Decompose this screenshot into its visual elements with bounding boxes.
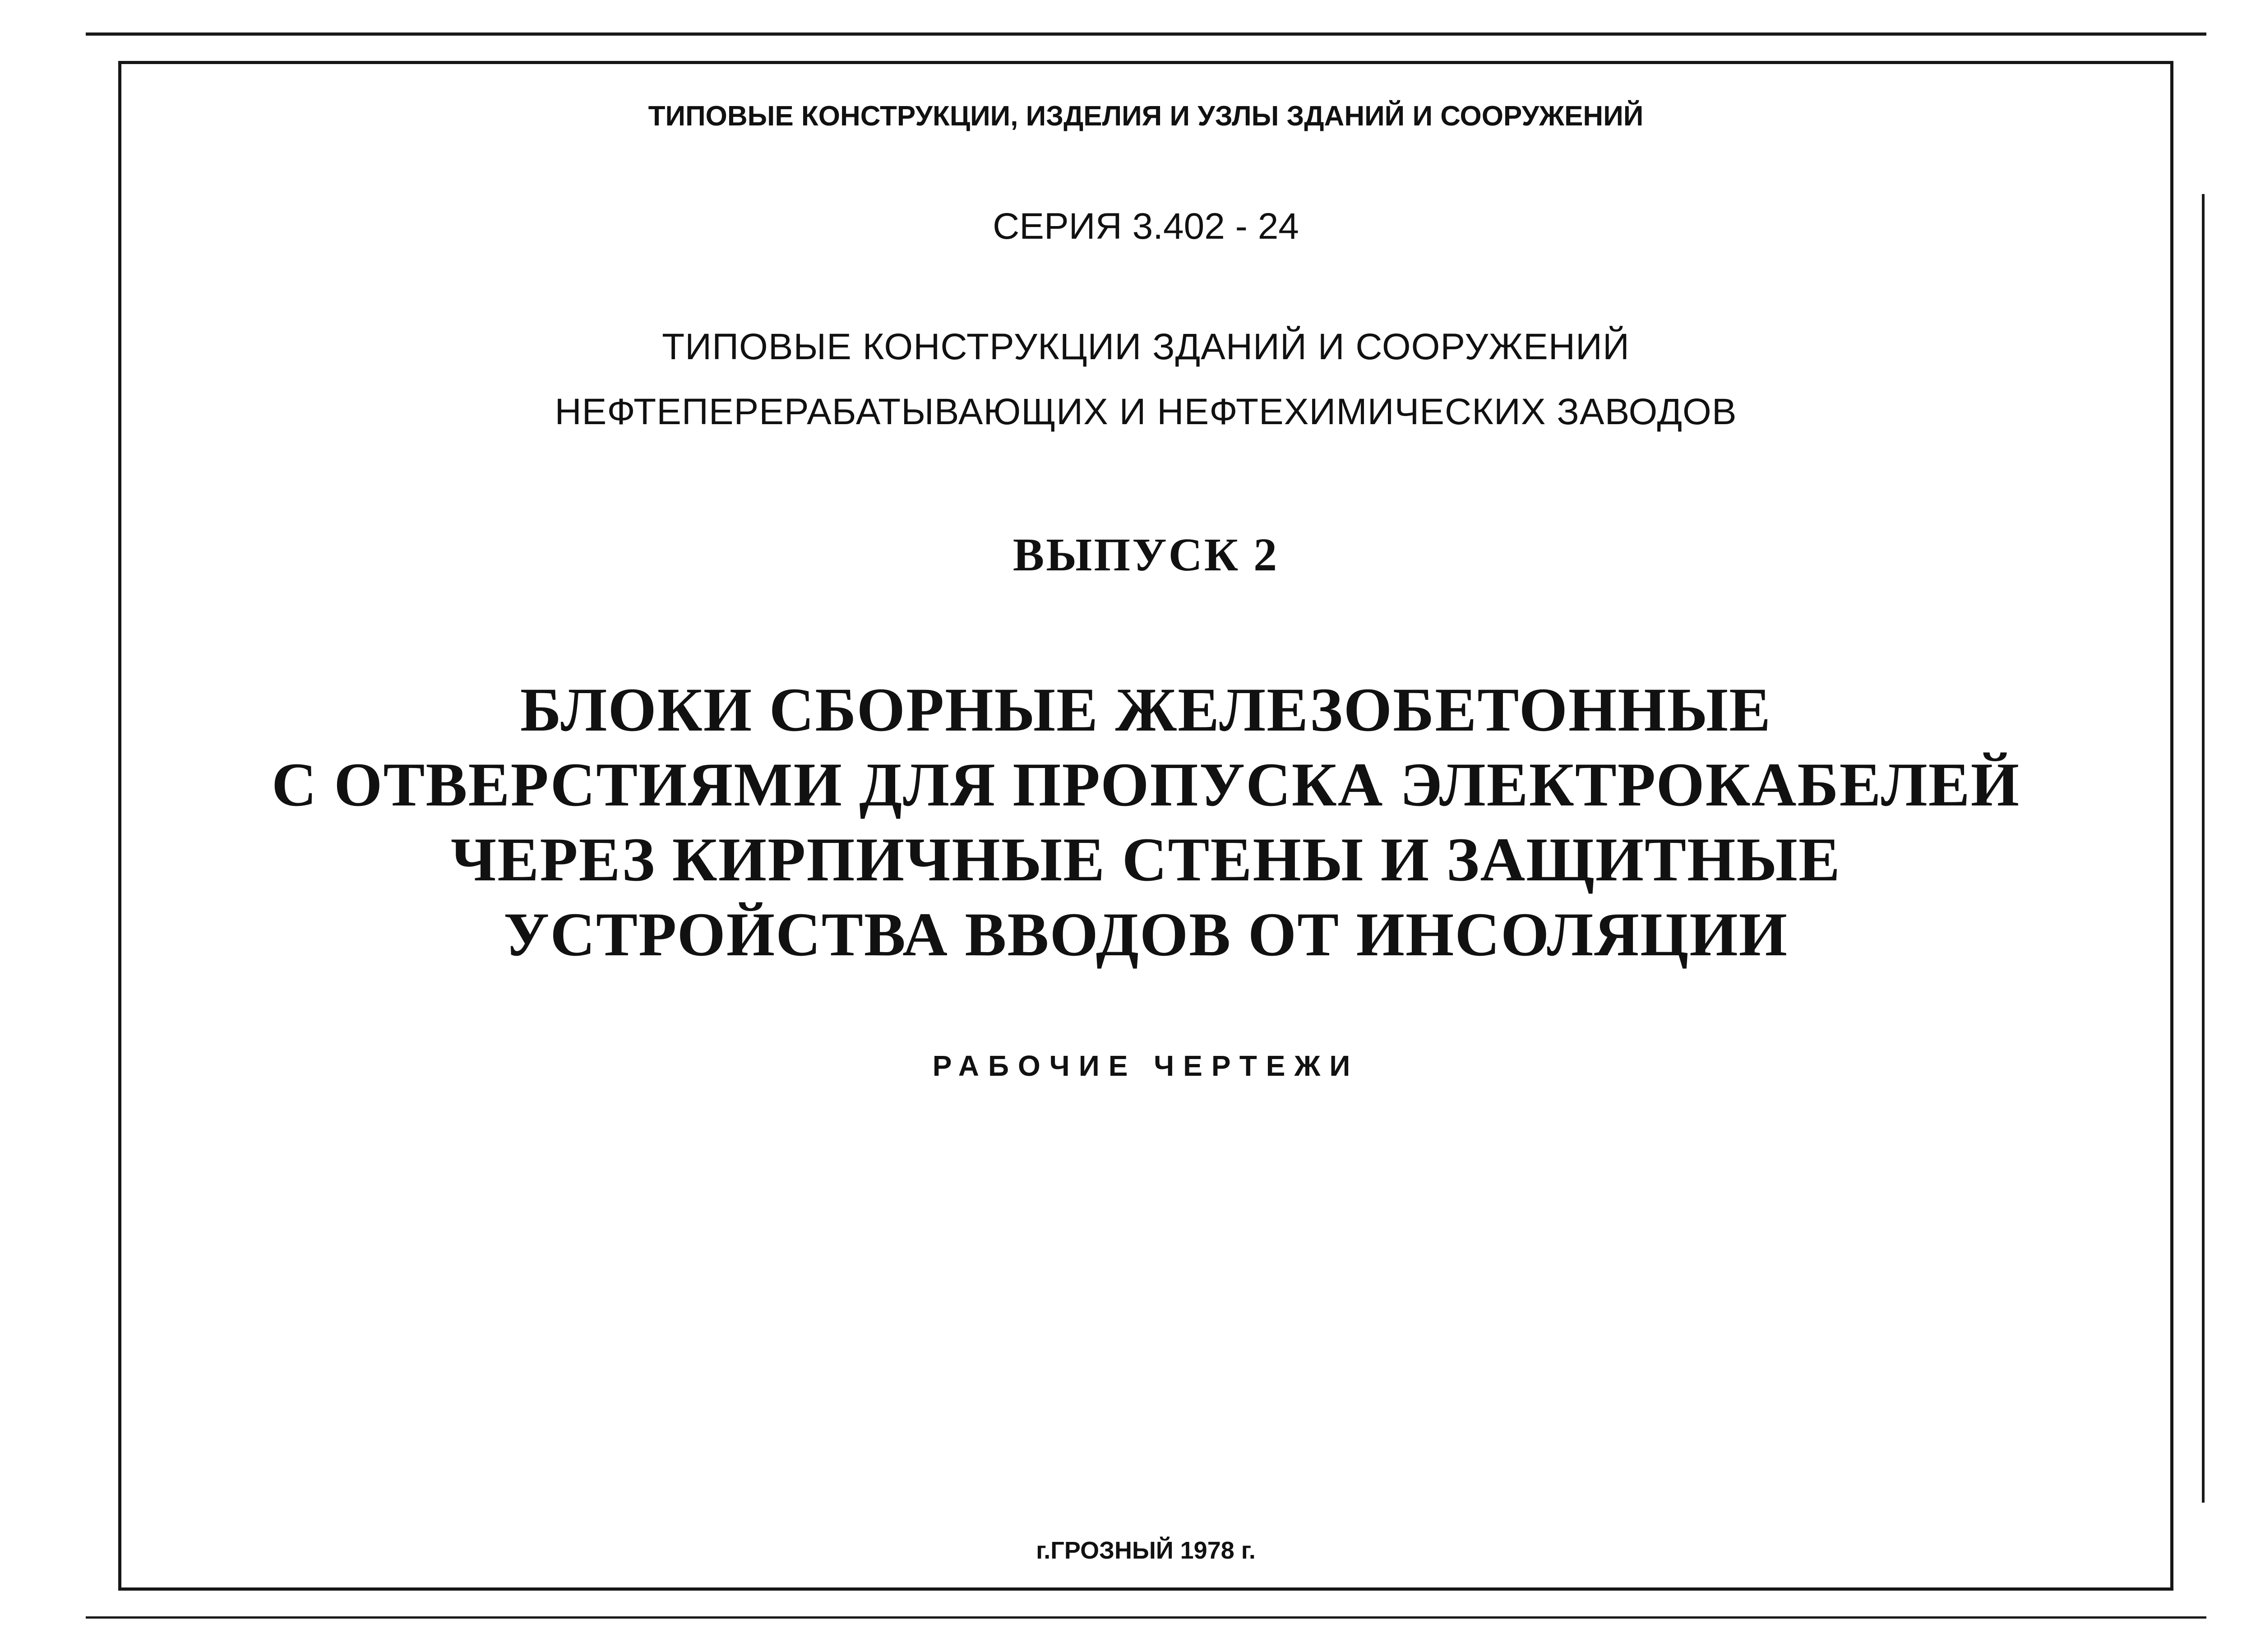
main-title — [118, 672, 2173, 972]
top-scan-line — [86, 32, 2206, 36]
series-number: СЕРИЯ 3.402 - 24 — [993, 206, 1299, 247]
place-and-year: г.ГРОЗНЫЙ 1978 г. — [1036, 1537, 1256, 1564]
subject-line-1: ТИПОВЫЕ КОНСТРУКЦИИ ЗДАНИЙ И СООРУЖЕНИЙ — [662, 326, 1630, 367]
main-title-line-4: УСТРОЙСТВА ВВОДОВ ОТ ИНСОЛЯЦИИ — [504, 900, 1788, 969]
document-type: РАБОЧИЕ ЧЕРТЕЖИ — [932, 1050, 1359, 1082]
issue-number: ВЫПУСК 2 — [1012, 529, 1279, 581]
collection-title: ТИПОВЫЕ КОНСТРУКЦИИ, ИЗДЕЛИЯ И УЗЛЫ ЗДАНИЙ И СООРУЖЕНИЙ — [648, 101, 1644, 132]
main-title-line-2: С ОТВЕРСТИЯМИ ДЛЯ ПРОПУСКА ЭЛЕКТРОКАБЕЛЕЙ — [271, 750, 2020, 819]
main-title-line-1: БЛОКИ СБОРНЫЕ ЖЕЛЕЗОБЕТОННЫЕ — [520, 675, 1772, 744]
main-title-line-3: ЧЕРЕЗ КИРПИЧНЫЕ СТЕНЫ И ЗАЩИТНЫЕ — [451, 825, 1841, 894]
subject-line-2: НЕФТЕПЕРЕРАБАТЫВАЮЩИХ И НЕФТЕХИМИЧЕСКИХ ЗАВОДОВ — [555, 391, 1737, 432]
bottom-scan-line — [86, 1616, 2206, 1619]
right-scan-line — [2202, 194, 2205, 1503]
